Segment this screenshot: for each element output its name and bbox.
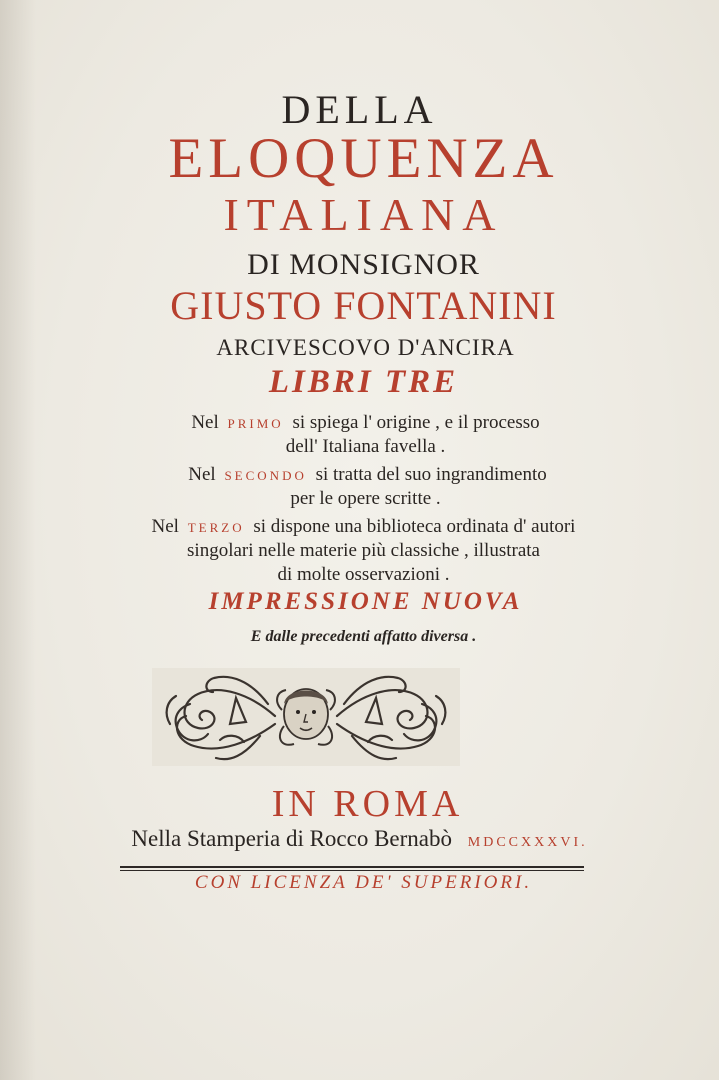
book-three-text: si dispone una biblioteca ordinata d' autori — [253, 516, 576, 537]
book-one-prefix: Nel — [191, 412, 219, 433]
book-one-line-2: dell' Italiana favella . — [285, 436, 446, 457]
book-three-line-1 — [4, 516, 719, 538]
title-line-eloquenza: ELOQUENZA — [168, 127, 559, 190]
imprint-rule-thick — [120, 866, 584, 868]
license-line: CON LICENZA DE' SUPERIORI. — [194, 872, 533, 893]
book-two-line-1 — [8, 464, 719, 486]
author-prefix: DI MONSIGNOR — [247, 248, 480, 281]
imprint-year: MDCCXXXVI. — [467, 835, 588, 850]
imprint-printer-line — [0, 826, 719, 852]
book-one-keyword: PRIMO — [227, 416, 284, 431]
book-two-keyword: SECONDO — [224, 468, 307, 483]
edition-heading: IMPRESSIONE NUOVA — [208, 588, 523, 615]
author-name: GIUSTO FONTANINI — [170, 283, 557, 328]
edition-note: E dalle precedenti affatto diversa . — [250, 628, 477, 645]
book-three-keyword: TERZO — [187, 520, 245, 535]
book-three-prefix: Nel — [151, 516, 179, 537]
imprint-city: IN ROMA — [271, 783, 464, 825]
book-three-line-2: singolari nelle materie più classiche , illustrata — [187, 540, 540, 561]
book-one-text: si spiega l' origine , e il processo — [292, 412, 540, 433]
imprint-rule-thin — [120, 870, 584, 871]
book-two-line-2: per le opere scritte . — [290, 488, 441, 509]
cherub-ornament-icon — [150, 664, 462, 770]
title-line-della: DELLA — [281, 87, 438, 132]
book-two-prefix: Nel — [188, 464, 216, 485]
book-two-text: si tratta del suo ingrandimento — [315, 464, 547, 485]
book-one-line-1 — [6, 412, 719, 434]
book-three-line-3: di molte osservazioni . — [277, 564, 450, 585]
imprint-printer: Nella Stamperia di Rocco Bernabò — [131, 826, 453, 851]
title-line-italiana: ITALIANA — [223, 189, 504, 240]
author-title: ARCIVESCOVO D'ANCIRA — [216, 335, 515, 360]
books-count: LIBRI TRE — [268, 364, 459, 400]
